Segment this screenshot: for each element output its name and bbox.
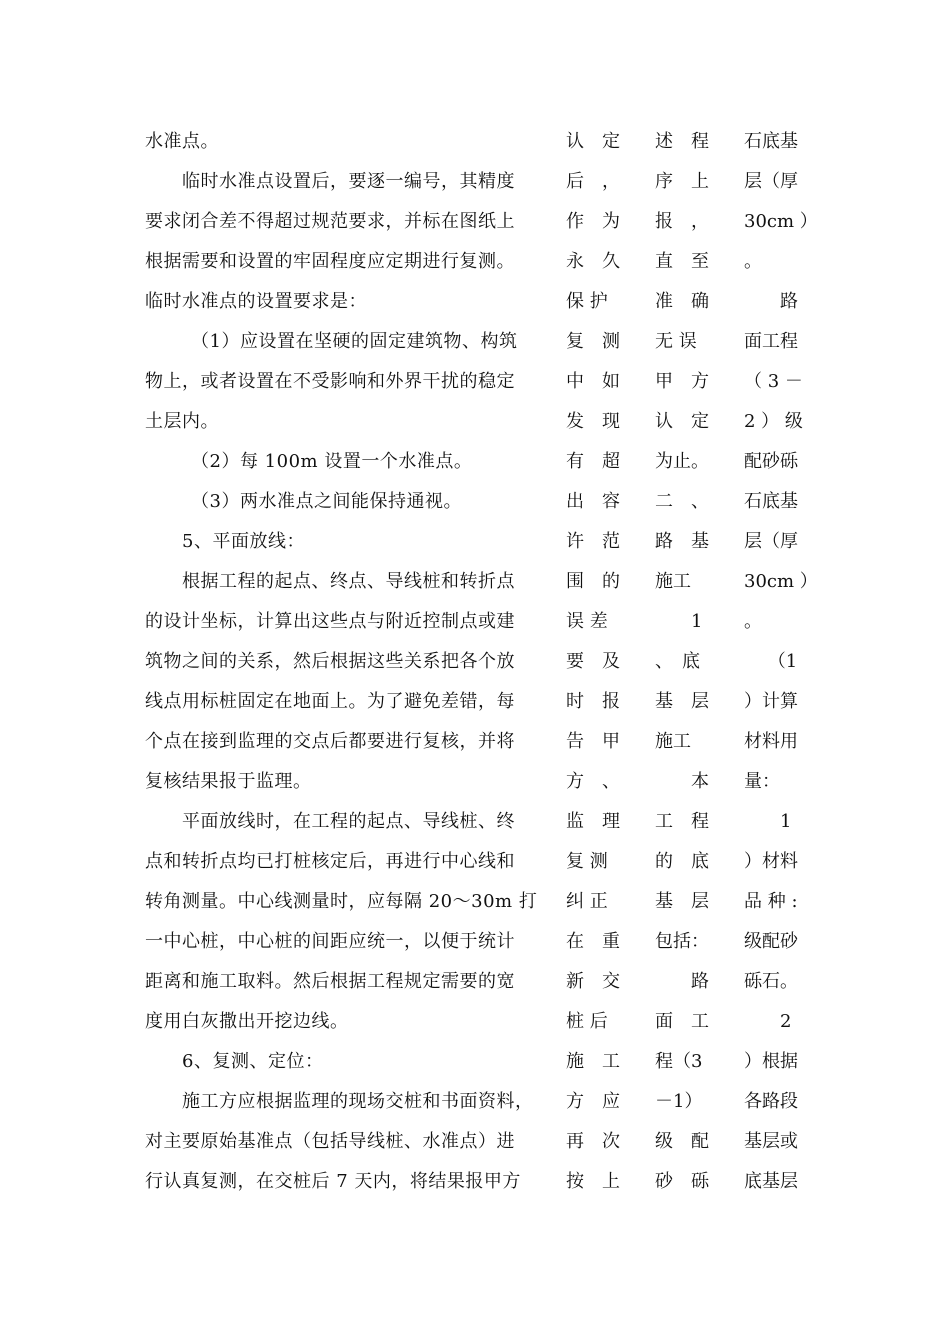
column-line: 程（3 — [655, 1051, 703, 1072]
column-line: 层（厚 — [744, 171, 798, 192]
column-line: 配砂砾 — [744, 451, 798, 472]
text-line: 根据需要和设置的牢固程度应定期进行复测。 — [145, 251, 515, 272]
narrow-text-column-3 — [744, 122, 818, 1202]
column-line: 级 配 — [655, 1131, 709, 1152]
column-line: 出 容 — [566, 491, 620, 512]
column-line: 为止。 — [655, 451, 709, 472]
column-line: 复 测 — [566, 331, 620, 352]
text-line: 6、复测、定位： — [182, 1051, 324, 1072]
text-line: 5、平面放线： — [182, 531, 305, 552]
column-line: 面工程 — [744, 331, 798, 352]
column-line: 围 的 — [566, 571, 620, 592]
column-line: 作 为 — [566, 211, 620, 232]
column-line: 基层或 — [744, 1131, 798, 1152]
column-line: 中 如 — [566, 371, 620, 392]
column-line: 直 至 — [655, 251, 709, 272]
column-line: 路 基 — [655, 531, 709, 552]
text-line: 临时水准点设置后，要逐一编号，其精度 — [182, 171, 515, 192]
column-line: 许 范 — [566, 531, 620, 552]
text-line: （3）两水准点之间能保持通视。 — [191, 491, 462, 512]
text-line: 转角测量。中心线测量时，应每隔 20～30m 打 — [145, 891, 538, 912]
column-line: 方 应 — [566, 1091, 620, 1112]
text-line: 点和转折点均已打桩核定后，再进行中心线和 — [145, 851, 515, 872]
column-line: 级配砂 — [744, 931, 798, 952]
text-line: 土层内。 — [145, 411, 219, 432]
column-line: 30cm ） — [744, 211, 818, 232]
column-line: 在 重 — [566, 931, 620, 952]
column-line: 保 护 — [566, 291, 608, 312]
text-line: 度用白灰撒出开挖边线。 — [145, 1011, 349, 1032]
column-line: 准 确 — [655, 291, 709, 312]
column-line: 施工 — [655, 731, 691, 752]
column-line: 有 超 — [566, 451, 620, 472]
column-line: 30cm ） — [744, 571, 818, 592]
text-line: 要求闭合差不得超过规范要求，并标在图纸上 — [145, 211, 515, 232]
column-line: （ 3 － — [744, 371, 803, 392]
column-line: 监 理 — [566, 811, 620, 832]
column-line: 品 种 : — [744, 891, 798, 912]
text-line: 线点用标桩固定在地面上。为了避免差错，每 — [145, 691, 515, 712]
column-line: ）材料 — [744, 851, 798, 872]
column-line: 误 差 — [566, 611, 608, 632]
column-line: 砾石。 — [744, 971, 798, 992]
column-line: 方 、 — [566, 771, 620, 792]
text-line: 个点在接到监理的交点后都要进行复核，并将 — [145, 731, 515, 752]
main-text-column — [145, 122, 540, 1202]
column-line: 1 — [655, 611, 703, 632]
column-line: 基 层 — [655, 891, 709, 912]
narrow-text-column-2 — [655, 122, 717, 1202]
text-line: 临时水准点的设置要求是： — [145, 291, 367, 312]
text-line: 的设计坐标，计算出这些点与附近控制点或建 — [145, 611, 515, 632]
column-line: 2 — [744, 1011, 792, 1032]
text-line: （2）每 100m 设置一个水准点。 — [191, 451, 473, 472]
column-line: 2 ） 级 — [744, 411, 803, 432]
column-line: 底基层 — [744, 1171, 798, 1192]
column-line: 层（厚 — [744, 531, 798, 552]
column-line: 包括： — [655, 931, 709, 952]
text-line: 施工方应根据监理的现场交桩和书面资料， — [182, 1091, 534, 1112]
text-line: 对主要原始基准点（包括导线桩、水准点）进 — [145, 1131, 515, 1152]
column-line: 再 次 — [566, 1131, 620, 1152]
column-line: 施 工 — [566, 1051, 620, 1072]
column-line: 甲 方 — [655, 371, 709, 392]
column-line: 永 久 — [566, 251, 620, 272]
column-line: 后 ， — [566, 171, 620, 192]
column-line: ）计算 — [744, 691, 798, 712]
column-line: 砂 砾 — [655, 1171, 709, 1192]
column-line: 工 程 — [655, 811, 709, 832]
text-line: 水准点。 — [145, 131, 219, 152]
column-line: 述 程 — [655, 131, 709, 152]
column-line: 1 — [744, 811, 792, 832]
column-line: 发 现 — [566, 411, 620, 432]
column-line: 施工 — [655, 571, 691, 592]
column-line: 新 交 — [566, 971, 620, 992]
column-line: 序 上 — [655, 171, 709, 192]
column-line: 桩 后 — [566, 1011, 608, 1032]
column-line: 报 ， — [655, 211, 709, 232]
column-line: 复 测 — [566, 851, 608, 872]
column-line: （1 — [744, 651, 798, 672]
text-line: 筑物之间的关系，然后根据这些关系把各个放 — [145, 651, 515, 672]
text-line: 物上，或者设置在不受影响和外界干扰的稳定 — [145, 371, 515, 392]
column-line: 路 — [744, 291, 798, 312]
column-line: 材料用 — [744, 731, 798, 752]
column-line: 石底基 — [744, 491, 798, 512]
column-line: 路 — [655, 971, 709, 992]
text-line: 距离和施工取料。然后根据工程规定需要的宽 — [145, 971, 515, 992]
column-line: 面 工 — [655, 1011, 709, 1032]
column-line: 。 — [744, 251, 762, 272]
column-line: 本 — [655, 771, 709, 792]
column-line: 的 底 — [655, 851, 709, 872]
column-line: －1） — [655, 1091, 703, 1112]
text-line: 行认真复测，在交桩后 7 天内，将结果报甲方 — [145, 1171, 521, 1192]
text-line: 平面放线时，在工程的起点、导线桩、终 — [182, 811, 515, 832]
column-line: 要 及 — [566, 651, 620, 672]
column-line: 量： — [744, 771, 780, 792]
column-line: 各路段 — [744, 1091, 798, 1112]
text-line: 根据工程的起点、终点、导线桩和转折点 — [182, 571, 515, 592]
narrow-text-column-1 — [566, 122, 626, 1202]
text-line: 复核结果报于监理。 — [145, 771, 312, 792]
column-line: 时 报 — [566, 691, 620, 712]
column-line: 按 上 — [566, 1171, 620, 1192]
column-line: 基 层 — [655, 691, 709, 712]
column-line: 。 — [744, 611, 762, 632]
column-line: 纠 正 — [566, 891, 608, 912]
column-line: 、 底 — [655, 651, 700, 672]
column-line: 无 误 — [655, 331, 697, 352]
column-line: 认 定 — [566, 131, 620, 152]
column-line: 告 甲 — [566, 731, 620, 752]
column-line: 石底基 — [744, 131, 798, 152]
column-line: 认 定 — [655, 411, 709, 432]
text-line: （1）应设置在坚硬的固定建筑物、构筑 — [191, 331, 518, 352]
column-line: 二 、 — [655, 491, 709, 512]
text-line: 一中心桩，中心桩的间距应统一，以便于统计 — [145, 931, 515, 952]
column-line: ）根据 — [744, 1051, 798, 1072]
